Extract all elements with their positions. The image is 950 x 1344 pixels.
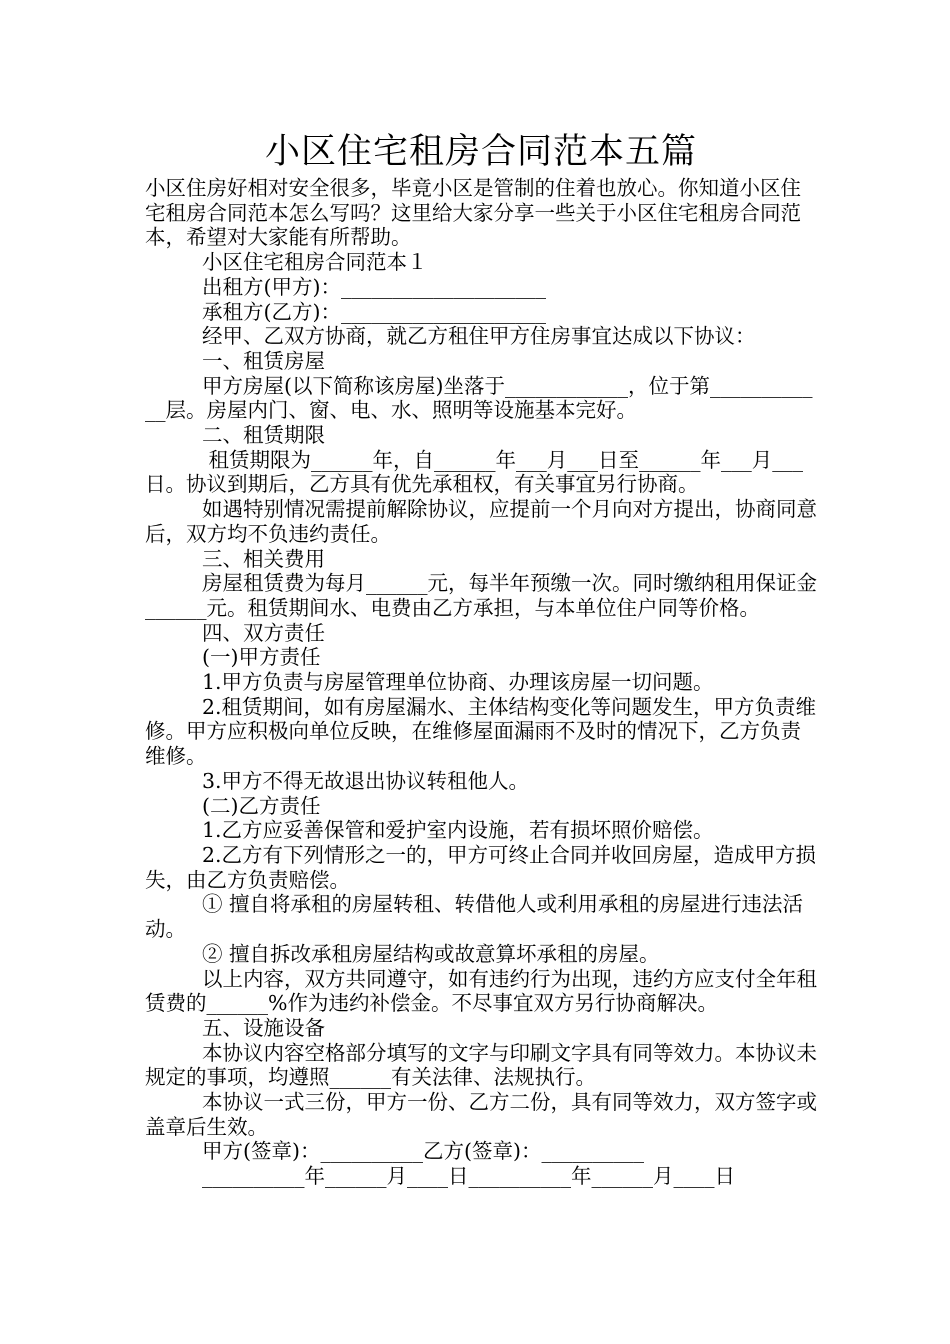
- paragraph: (一)甲方责任: [202, 645, 321, 670]
- paragraph: 本协议一式三份，甲方一份、乙方二份，具有同等效力，双方签字或盖章后生效。: [145, 1090, 817, 1139]
- paragraph: 如遇特别情况需提前解除协议，应提前一个月向对方提出，协商同意后，双方均不负违约责任。: [145, 497, 817, 546]
- paragraph: 经甲、乙双方协商，就乙方租住甲方住房事宜达成以下协议：: [202, 324, 756, 349]
- document-title: 小区住宅租房合同范本五篇: [264, 132, 697, 172]
- paragraph: 以上内容，双方共同遵守，如有违约行为出现，违约方应支付全年租赁费的______%作为违约补偿金。不尽事宜双方另行协商解决。: [145, 966, 817, 1016]
- paragraph: ② 擅自拆改承租房屋结构或故意算坏承租的房屋。: [202, 941, 660, 966]
- paragraph: 二、租赁期限: [202, 423, 325, 448]
- document-body: [145, 176, 817, 1189]
- paragraph: 小区住房好相对安全很多，毕竟小区是管制的住着也放心。你知道小区住宅租房合同范本怎么写吗？这里给大家分享一些关于小区住宅租房合同范本，希望对大家能有所帮助。: [145, 176, 801, 250]
- paragraph: 2.乙方有下列情形之一的，甲方可终止合同并收回房屋，造成甲方损失，由乙方负责赔偿。: [145, 842, 817, 892]
- paragraph: 一、租赁房屋: [202, 348, 325, 373]
- paragraph: 租赁期限为______年，自______年___月___日至______年___月___日。协议到期后，乙方具有优先承租权，有关事宜另行协商。: [145, 447, 804, 497]
- paragraph: 三、相关费用: [202, 546, 325, 571]
- paragraph: 本协议内容空格部分填写的文字与印刷文字具有同等效力。本协议未规定的事项，均遵照______有关法律、法规执行。: [145, 1040, 817, 1090]
- paragraph: ① 擅自将承租的房屋转租、转借他人或利用承租的房屋进行违法活动。: [145, 892, 804, 942]
- paragraph: 甲方房屋(以下简称该房屋)坐落于____________，位于第____________层。房屋内门、窗、电、水、照明等设施基本完好。: [145, 373, 813, 423]
- paragraph: 3.甲方不得无故退出协议转租他人。: [202, 768, 530, 793]
- paragraph: 1.乙方应妥善保管和爱护室内设施，若有损坏照价赔偿。: [202, 818, 714, 843]
- paragraph: __________年______月____日__________年______月____日: [202, 1164, 735, 1189]
- paragraph: 五、设施设备: [202, 1015, 325, 1040]
- paragraph: (二)乙方责任: [202, 793, 321, 818]
- paragraph: 1.甲方负责与房屋管理单位协商、办理该房屋一切问题。: [202, 670, 714, 695]
- paragraph: 甲方(签章)：__________乙方(签章)：__________: [202, 1139, 644, 1164]
- paragraph: 出租方(甲方)：____________________: [202, 274, 546, 299]
- paragraph: 小区住宅租房合同范本１: [202, 250, 428, 275]
- paragraph: 承租方(乙方)：____________________: [202, 299, 546, 324]
- paragraph: 2.租赁期间，如有房屋漏水、主体结构变化等问题发生，甲方负责维修。甲方应积极向单位反映，在维修屋面漏雨不及时的情况下，乙方负责维修。: [145, 694, 817, 769]
- paragraph: 四、双方责任: [202, 620, 325, 645]
- document-page: [145, 128, 817, 1189]
- paragraph: 房屋租赁费为每月______元，每半年预缴一次。同时缴纳租用保证金______元。租赁期间水、电费由乙方承担，与本单位住户同等价格。: [145, 571, 817, 620]
